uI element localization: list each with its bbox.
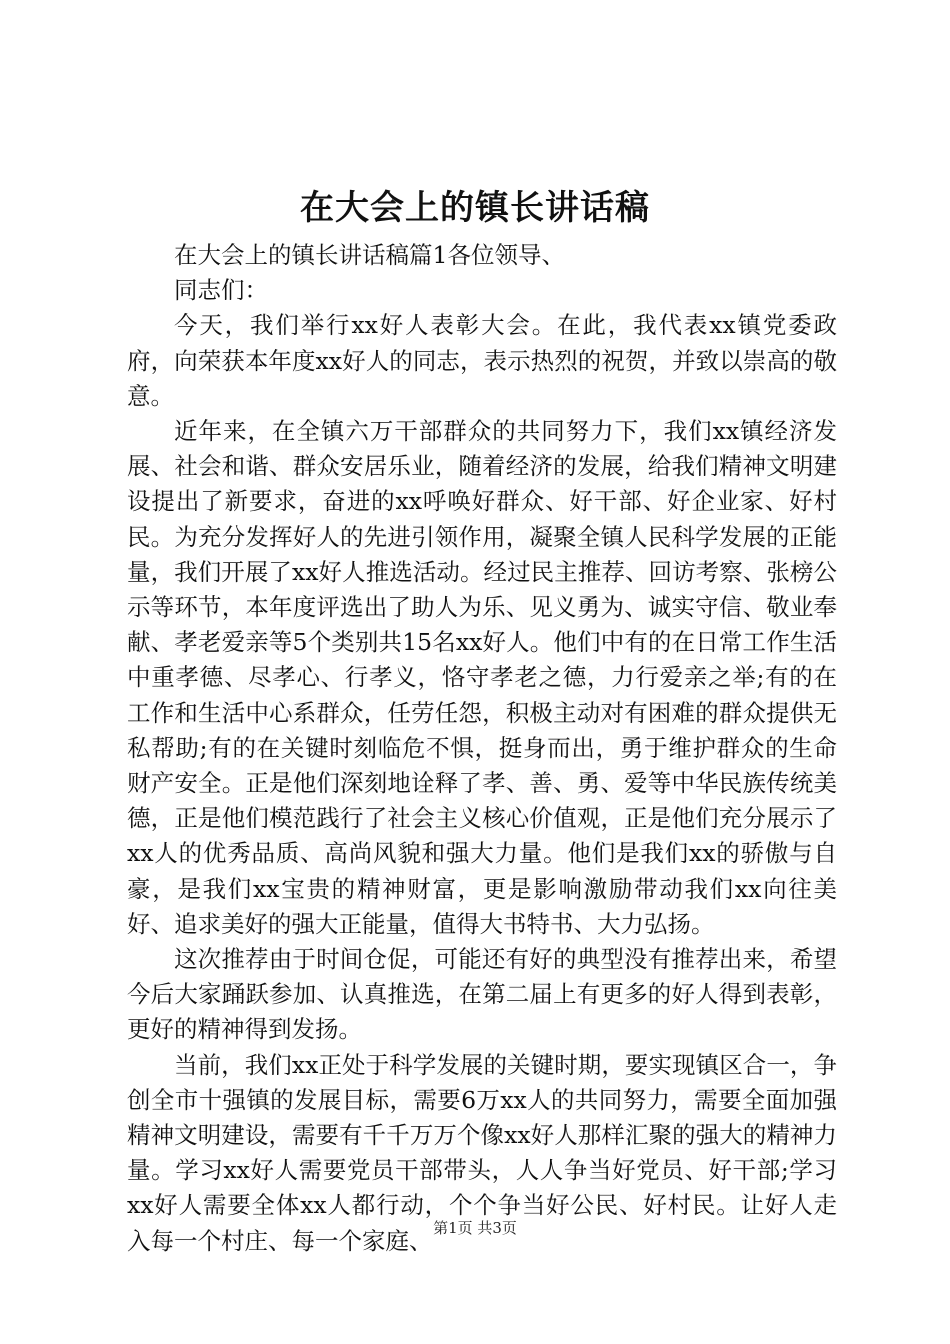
paragraph-recommendation: 这次推荐由于时间仓促，可能还有好的典型没有推荐出来，希望今后大家踊跃参加、认真推选，在第二届上有更多的好人得到表彰，更好的精神得到发扬。 <box>127 945 837 1044</box>
paragraph-achievements: 近年来，在全镇六万干部群众的共同努力下，我们xx镇经济发展、社会和谐、群众安居乐业，随着经济的发展，给我们精神文明建设提出了新要求，奋进的xx呼唤好群众、好干部、好企业家、好村民。为充分发挥好人的先进引领作用，凝聚全镇人民科学发展的正能量，我们开展了xx好人推选活动。经过民主推荐、回访考察、张榜公示等环节，本年度评选出了助人为乐、见义勇为、诚实守信、敬业奉献、孝老爱亲等5个类别共15名xx好人。他们中有的在日常工作生活中重孝德、尽孝心、行孝义，恪守孝老之德，力行爱亲之举;有的在工作和生活中心系群众，任劳任怨，积极主动对有困难的群众提供无私帮助;有的在关键时刻临危不惧，挺身而出，勇于维护群众的生命财产安全。正是他们深刻地诠释了孝、善、勇、爱等中华民族传统美德，正是他们模范践行了社会主义核心价值观，正是他们充分展示了xx人的优秀品质、高尚风貌和强大力量。他们是我们xx的骄傲与自豪，是我们xx宝贵的精神财富，更是影响激励带动我们xx向往美好、追求美好的强大正能量，值得大书特书、大力弘扬。 <box>127 417 837 938</box>
document-body <box>127 238 837 1259</box>
page-number-footer: 第1页 共3页 <box>433 1219 517 1237</box>
paragraph-current-goals: 当前，我们xx正处于科学发展的关键时期，要实现镇区合一，争创全市十强镇的发展目标，需要6万xx人的共同努力，需要全面加强精神文明建设，需要有千千万万个像xx好人那样汇聚的强大的精神力量。学习xx好人需要党员干部带头，人人争当好党员、好干部;学习xx好人需要全体xx人都行动，个个争当好公民、好村民。让好人走入每一个村庄、每一个家庭、 <box>127 1050 837 1255</box>
paragraph-opening: 今天，我们举行xx好人表彰大会。在此，我代表xx镇党委政府，向荣获本年度xx好人的同志，表示热烈的祝贺，并致以崇高的敬意。 <box>127 311 837 410</box>
paragraph-salutation: 同志们： <box>174 276 268 305</box>
paragraph-heading-line: 在大会上的镇长讲话稿篇1各位领导、 <box>174 241 565 269</box>
document-title: 在大会上的镇长讲话稿 <box>300 188 650 228</box>
